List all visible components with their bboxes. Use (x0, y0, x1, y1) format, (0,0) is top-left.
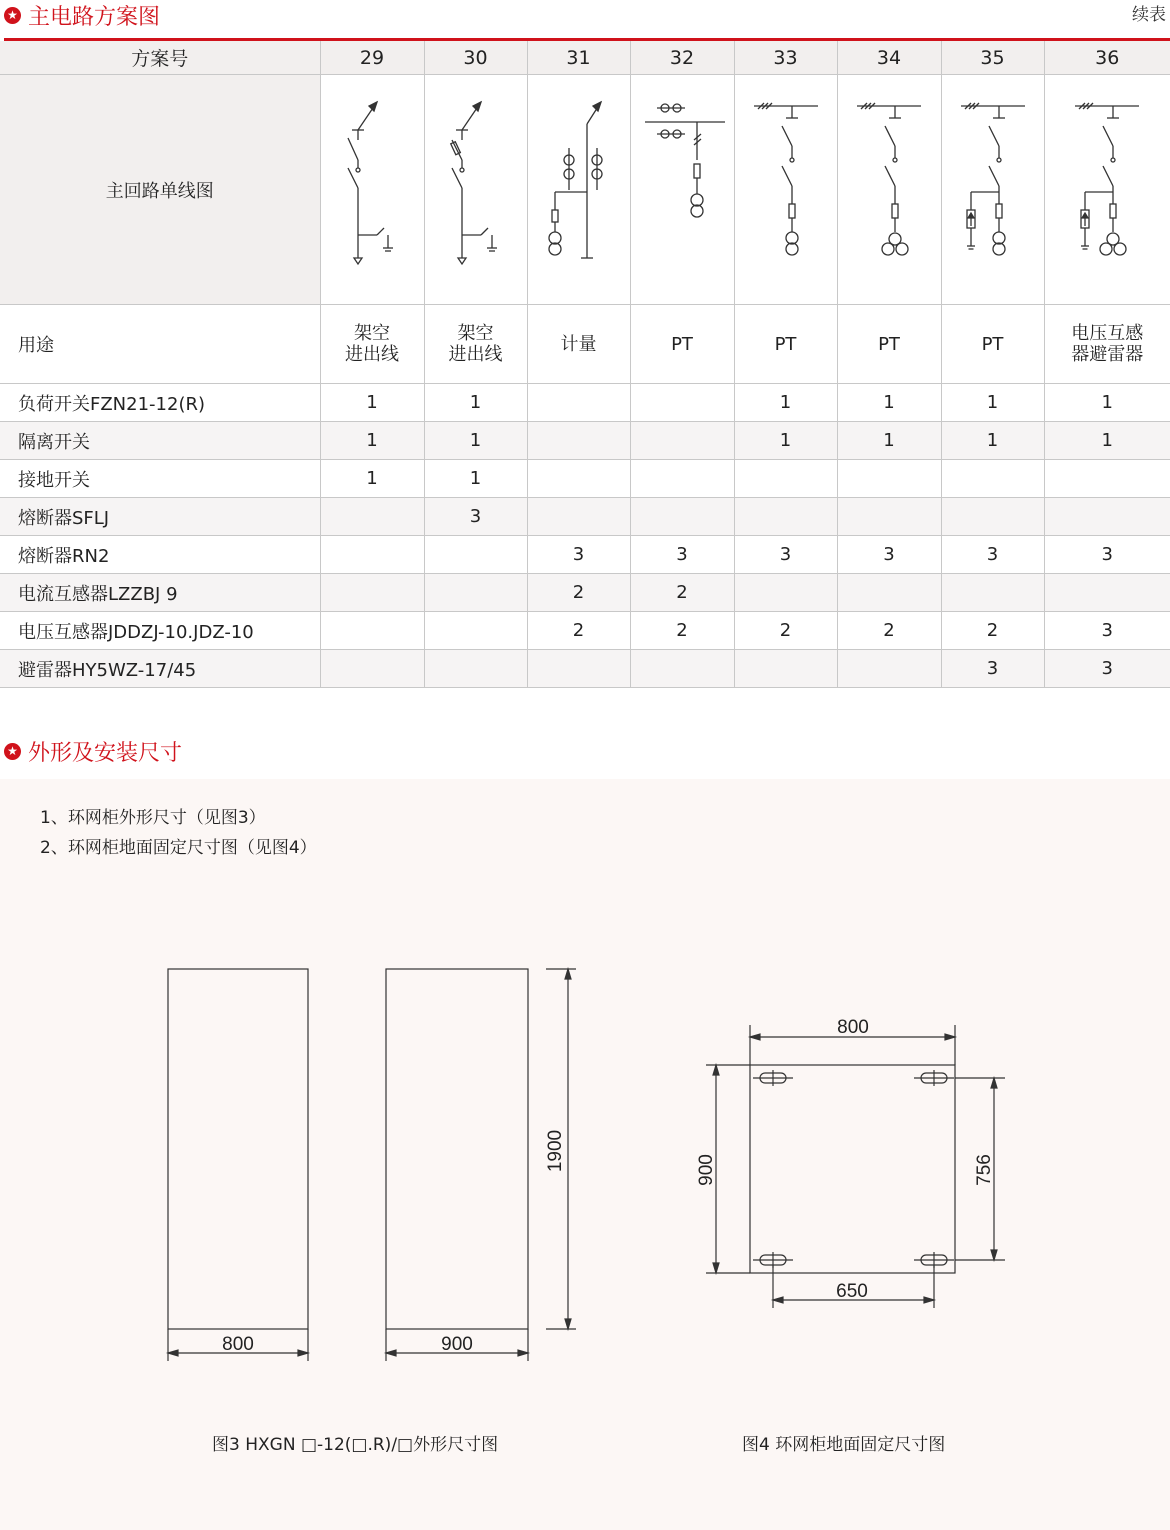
table-row (0, 422, 1170, 460)
quantity-cell: 2 (734, 612, 837, 650)
metering-pt-diagram-icon (637, 100, 727, 280)
quantity-cell (630, 498, 734, 536)
single-line-diagram-31 (527, 75, 630, 305)
quantity-cell: 1 (941, 422, 1044, 460)
quantity-cell (320, 536, 424, 574)
quantity-cell: 3 (630, 536, 734, 574)
dim-hole-650: 650 (836, 1281, 868, 1302)
section-title-dimensions (4, 736, 182, 767)
row-label: 避雷器HY5WZ-17/45 (0, 650, 320, 688)
table-row (0, 498, 1170, 536)
usage-cell: PT (630, 305, 734, 384)
row-label: 接地开关 (0, 460, 320, 498)
scheme-number: 32 (630, 41, 734, 75)
note-item: 2、环网柜地面固定尺寸图（见图4） (40, 838, 317, 858)
usage-cell: 架空 进出线 (424, 305, 527, 384)
single-line-diagram-35 (941, 75, 1044, 305)
quantity-cell (837, 460, 941, 498)
scheme-table (0, 41, 1170, 688)
quantity-cell: 2 (527, 612, 630, 650)
quantity-cell: 3 (1044, 536, 1170, 574)
quantity-cell (837, 574, 941, 612)
row-label: 隔离开关 (0, 422, 320, 460)
table-row (0, 460, 1170, 498)
quantity-cell (527, 422, 630, 460)
header-label: 方案号 (0, 41, 320, 75)
table-row (0, 650, 1170, 688)
quantity-cell: 2 (630, 612, 734, 650)
quantity-cell (734, 650, 837, 688)
dim-height-1900: 1900 (545, 1129, 566, 1173)
metering-diagram-icon (539, 100, 619, 280)
quantity-cell: 1 (734, 422, 837, 460)
figure-4-caption: 图4 环网柜地面固定尺寸图 (742, 1435, 946, 1455)
row-label: 电流互感器LZZBJ 9 (0, 574, 320, 612)
quantity-cell (630, 384, 734, 422)
quantity-cell: 1 (424, 460, 527, 498)
quantity-cell (1044, 574, 1170, 612)
note-item: 1、环网柜外形尺寸（见图3） (40, 808, 266, 828)
quantity-cell: 1 (1044, 422, 1170, 460)
single-line-diagram-33 (734, 75, 837, 305)
load-switch-feeder-diagram-icon (332, 100, 412, 280)
quantity-cell: 3 (734, 536, 837, 574)
scheme-number: 34 (837, 41, 941, 75)
usage-cell: PT (837, 305, 941, 384)
scheme-number: 30 (424, 41, 527, 75)
pt-three-winding-diagram-icon (849, 100, 929, 280)
quantity-cell: 3 (941, 536, 1044, 574)
usage-cell: PT (941, 305, 1044, 384)
scheme-number: 36 (1044, 41, 1170, 75)
row-label: 熔断器SFLJ (0, 498, 320, 536)
quantity-cell (1044, 460, 1170, 498)
quantity-cell: 1 (837, 422, 941, 460)
quantity-cell: 1 (424, 384, 527, 422)
usage-row (0, 305, 1170, 384)
table-row (0, 536, 1170, 574)
quantity-cell (527, 460, 630, 498)
section-title-main-circuit (4, 0, 160, 31)
table-row (0, 384, 1170, 422)
quantity-cell: 1 (1044, 384, 1170, 422)
quantity-cell (630, 650, 734, 688)
figure-3-caption: 图3 HXGN □-12(□.R)/□外形尺寸图 (212, 1435, 499, 1455)
pt-arrester-diagram-icon (953, 100, 1033, 280)
pt-single-diagram-icon (746, 100, 826, 280)
quantity-cell (424, 612, 527, 650)
quantity-cell: 1 (320, 422, 424, 460)
quantity-cell: 3 (941, 650, 1044, 688)
section-title-text: 主电路方案图 (28, 5, 161, 30)
quantity-cell: 2 (837, 612, 941, 650)
quantity-cell (734, 574, 837, 612)
quantity-cell: 3 (837, 536, 941, 574)
usage-cell: PT (734, 305, 837, 384)
usage-label: 用途 (0, 305, 320, 384)
quantity-cell (527, 384, 630, 422)
mounting-hole-icon (914, 1070, 954, 1086)
diagram-row (0, 75, 1170, 305)
quantity-cell (630, 422, 734, 460)
quantity-cell (1044, 498, 1170, 536)
quantity-cell (837, 498, 941, 536)
scheme-number: 29 (320, 41, 424, 75)
scheme-number: 35 (941, 41, 1044, 75)
quantity-cell: 1 (320, 460, 424, 498)
quantity-cell (424, 536, 527, 574)
quantity-cell: 3 (424, 498, 527, 536)
quantity-cell (424, 650, 527, 688)
mounting-hole-icon (753, 1070, 793, 1086)
quantity-cell: 2 (630, 574, 734, 612)
quantity-cell (837, 650, 941, 688)
quantity-cell: 3 (1044, 612, 1170, 650)
row-label: 熔断器RN2 (0, 536, 320, 574)
quantity-cell (320, 498, 424, 536)
quantity-cell: 1 (941, 384, 1044, 422)
cabinet-front-800 (168, 969, 308, 1329)
usage-cell: 计量 (527, 305, 630, 384)
dim-depth-900: 900 (696, 1154, 717, 1186)
dim-hole-756: 756 (974, 1154, 995, 1186)
quantity-cell (527, 498, 630, 536)
star-icon: ★ (4, 7, 21, 24)
quantity-cell: 1 (320, 384, 424, 422)
pt-arrester-three-winding-diagram-icon (1067, 100, 1147, 280)
row-label: 电压互感器JDDZJ-10.JDZ-10 (0, 612, 320, 650)
cabinet-front-900 (386, 969, 528, 1329)
quantity-cell (424, 574, 527, 612)
quantity-cell (734, 460, 837, 498)
quantity-cell (527, 650, 630, 688)
scheme-number: 31 (527, 41, 630, 75)
figure-4-floor-fixing-drawing (690, 1010, 1020, 1310)
quantity-cell (320, 612, 424, 650)
quantity-cell (320, 650, 424, 688)
table-row (0, 574, 1170, 612)
quantity-cell: 1 (837, 384, 941, 422)
header-row (0, 41, 1170, 75)
quantity-cell (734, 498, 837, 536)
cabinet-footprint (750, 1065, 955, 1273)
quantity-cell (320, 574, 424, 612)
dim-width-800: 800 (222, 1334, 254, 1355)
usage-cell: 架空 进出线 (320, 305, 424, 384)
quantity-cell: 3 (1044, 650, 1170, 688)
row-label: 负荷开关FZN21-12(R) (0, 384, 320, 422)
scheme-number: 33 (734, 41, 837, 75)
section-title-text: 外形及安装尺寸 (28, 741, 183, 766)
single-line-diagram-32 (630, 75, 734, 305)
diagram-label: 主回路单线图 (0, 75, 320, 305)
table-row (0, 612, 1170, 650)
quantity-cell: 3 (527, 536, 630, 574)
usage-cell: 电压互感 器避雷器 (1044, 305, 1170, 384)
single-line-diagram-34 (837, 75, 941, 305)
quantity-cell: 2 (527, 574, 630, 612)
continued-label: 续表 (1132, 5, 1166, 25)
dim-width-900: 900 (441, 1334, 473, 1355)
figure-3-outline-drawing (150, 955, 590, 1375)
single-line-diagram-30 (424, 75, 527, 305)
quantity-cell: 1 (734, 384, 837, 422)
quantity-cell: 1 (424, 422, 527, 460)
fused-load-switch-feeder-diagram-icon (436, 100, 516, 280)
quantity-cell: 2 (941, 612, 1044, 650)
single-line-diagram-29 (320, 75, 424, 305)
quantity-cell (941, 498, 1044, 536)
dim-top-800: 800 (837, 1017, 869, 1038)
star-icon: ★ (4, 743, 21, 760)
quantity-cell (941, 574, 1044, 612)
quantity-cell (630, 460, 734, 498)
single-line-diagram-36 (1044, 75, 1170, 305)
quantity-cell (941, 460, 1044, 498)
